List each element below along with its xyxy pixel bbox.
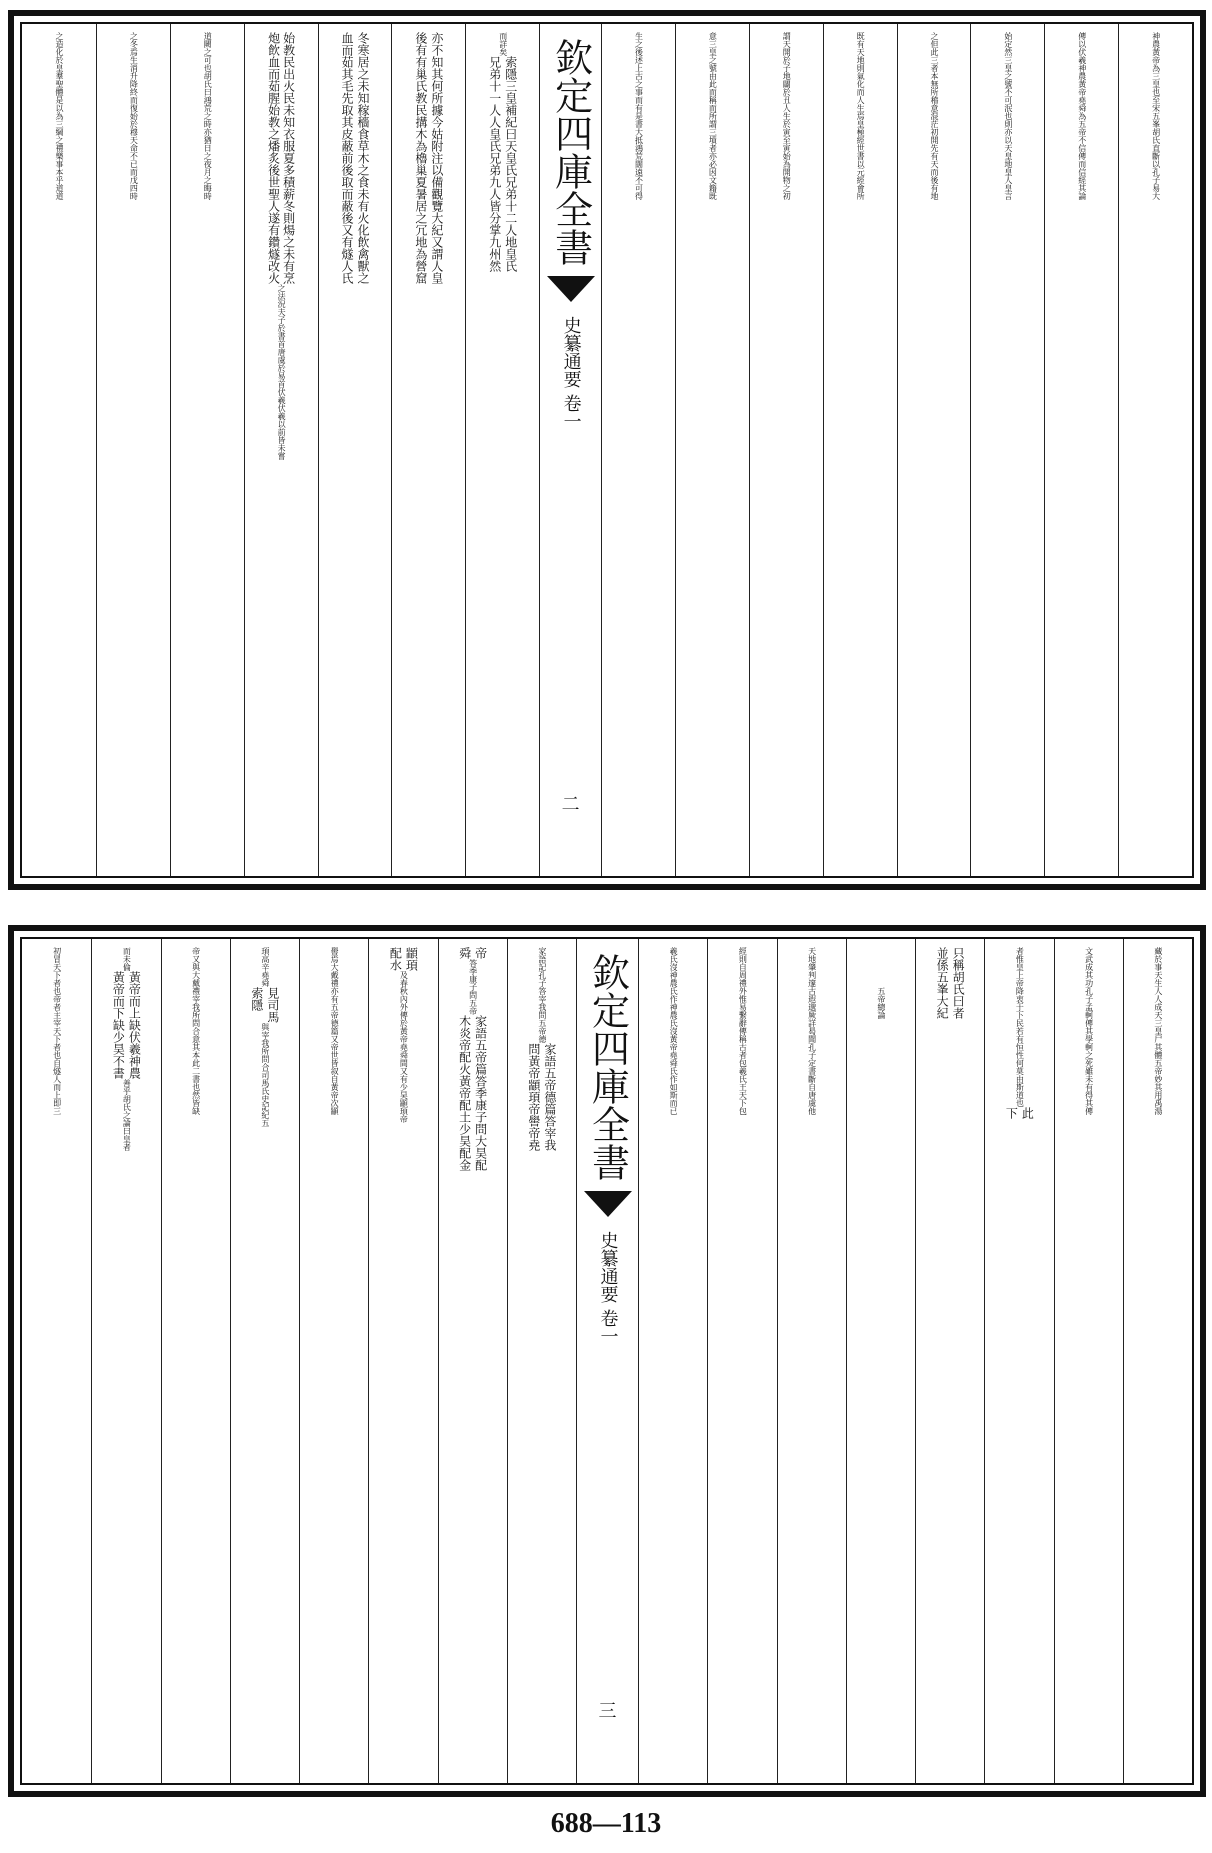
note-line: 此 — [1020, 1107, 1035, 1119]
text-column — [244, 24, 318, 876]
text-column — [638, 939, 707, 1783]
column-content — [268, 32, 295, 876]
fold-subtitle-right: 史纂通要 — [597, 1231, 619, 1303]
main-text: 及春秋內外傳於黃帝堯舜間又有少昊顓頊帝 — [399, 971, 409, 1123]
text-column — [465, 24, 539, 876]
main-text: 經則自周禮外惟易繫辭傳稱古者包羲氏王天下包 — [738, 947, 748, 1115]
main-text: 之但此三者本無所稽意混茫初開先有天而後有地 — [929, 32, 939, 200]
column-content — [192, 947, 200, 1783]
main-text: 初冒天下者也帝者主宰天下者也自燧人而上即三 — [52, 947, 62, 1115]
text-column — [391, 24, 465, 876]
page-number-footer: 688—113 — [550, 1808, 662, 1839]
interlinear-note — [415, 32, 443, 284]
note-line: 炮飲血而茹腥始教之燔炙後世聖人遂有鑽燧改火 — [266, 32, 281, 284]
column-content — [330, 947, 338, 1783]
column-content — [1005, 947, 1033, 1783]
main-text: 始定然三皇之號不可泯也則亦以天皇地皇人皇言 — [1003, 32, 1013, 200]
column-content — [251, 947, 279, 1783]
main-text: 天地肇判邃古遐邈厥詳曷聞孔子定書斷自唐虞他 — [807, 947, 817, 1115]
interlinear-note — [528, 1043, 556, 1151]
text-column — [22, 939, 91, 1783]
column-content — [415, 32, 443, 876]
note-line: 木炎帝配火黃帝配土少昊配金 — [457, 1015, 472, 1171]
main-text: 既有天地則氣化而人生焉皇極經世書以元經會所 — [856, 32, 866, 200]
column-content — [808, 947, 816, 1783]
fold-page-number: 三 — [598, 1701, 617, 1722]
note-line: 後有有巢氏教民搆木為櫓巢夏暑居之冗地為營窟 — [413, 32, 428, 284]
text-column — [970, 24, 1044, 876]
column-content — [635, 32, 643, 876]
text-column — [318, 24, 392, 876]
column-content — [936, 947, 964, 1783]
text-column — [507, 939, 576, 1783]
note-line: 下 — [1004, 1107, 1019, 1119]
main-text: 羲氏沒神農氏作神農氏沒黃帝堯舜氏作如斯而已 — [669, 947, 679, 1115]
column-content — [55, 32, 63, 876]
top-page-frame — [8, 10, 1206, 890]
head-note — [268, 32, 295, 284]
column-content — [528, 947, 556, 1783]
bottom-page-frame — [8, 925, 1206, 1797]
main-text: 之法況夫子於書首唐虞於易首伏羲伏羲以前皆未嘗 — [277, 284, 287, 460]
main-text-continued: 與宰我所問合司馬氏史記紀五 — [260, 1023, 270, 1127]
main-text: 家語記孔子答宰我問五帝德 — [537, 947, 547, 1043]
text-column — [1123, 939, 1192, 1783]
text-column — [91, 939, 160, 1783]
fishtail-mark — [547, 276, 595, 302]
note-line: 配水 — [388, 947, 403, 971]
book-title: 欽定四庫全書 — [548, 38, 593, 266]
column-content — [669, 947, 677, 1783]
interlinear-note — [251, 987, 279, 1023]
main-text: 謂天開於子地闢於丑人生於寅至寅始為開物之初 — [782, 32, 792, 200]
column-content — [856, 32, 864, 876]
note-line: 問黃帝顓頊帝嚳帝堯 — [526, 1043, 541, 1151]
text-column — [230, 939, 299, 1783]
column-content — [930, 32, 938, 876]
interlinear-note — [341, 32, 369, 284]
main-text: 意三皇之號由此而稱而所謂三墳者亦必因文籍既 — [708, 32, 718, 200]
main-text: 之造化於皇羣聖體是以為三綱之禮樂事本乎道道 — [55, 32, 65, 200]
note-line: 只稱胡氏曰者 — [951, 947, 966, 1019]
text-column — [675, 24, 749, 876]
fold-subtitle-left: 卷一 — [597, 1309, 619, 1345]
column-content — [1152, 32, 1160, 876]
column-content — [459, 947, 487, 1783]
text-column — [777, 939, 846, 1783]
note-line: 索隱三皇補紀曰天皇氏兄弟十二人地皇氏 — [503, 56, 518, 272]
note-line: 見司馬 — [265, 987, 280, 1023]
column-content — [1154, 947, 1162, 1783]
column-content — [782, 32, 790, 876]
column-content — [489, 32, 517, 876]
fold-page-number: 二 — [561, 794, 580, 815]
main-text: 生之後述上古之事而有是書大抵鴻荒闊遠不可得 — [634, 32, 644, 200]
text-column — [823, 24, 897, 876]
main-text: 道闕之可也胡氏曰鴻荒之時亦猶日之夜月之晦時 — [203, 32, 213, 200]
column-content — [203, 32, 211, 876]
column-content — [738, 947, 746, 1783]
interlinear-note — [489, 56, 517, 272]
top-page-columns — [20, 22, 1194, 878]
text-column — [707, 939, 776, 1783]
main-text-continued: 善乎胡氏之論曰皇者 — [122, 1079, 132, 1151]
column-content — [341, 32, 369, 876]
section-heading: 五帝總論 — [876, 987, 886, 1019]
main-text: 而未倫 — [122, 947, 132, 971]
main-text: 傳以伏羲神農黃帝堯舜為五帝不信傳而信經其論 — [1077, 32, 1087, 200]
text-column — [22, 24, 96, 876]
note-line: 黃帝而下缺少昊不書 — [111, 971, 126, 1079]
column-content — [877, 947, 885, 1783]
main-text: 帝又與大戴禮宰我所問合意其本此二書也然皆缺 — [191, 947, 201, 1115]
main-text: 答季康子問五帝 — [468, 959, 478, 1015]
note-line: 兄弟十一人人皇氏兄弟九人皆分掌九州然 — [487, 56, 502, 272]
main-text: 而詳矣 — [498, 32, 508, 56]
column-content — [1085, 947, 1093, 1783]
fold-center — [539, 24, 601, 876]
text-column — [1044, 24, 1118, 876]
text-column — [170, 24, 244, 876]
note-line: 血而茹其毛先取其皮蔽前後取而蔽後又有燧人氏 — [339, 32, 354, 284]
interlinear-note — [389, 947, 417, 971]
fishtail-mark — [584, 1191, 632, 1217]
fold-subtitle — [599, 1231, 617, 1345]
note-line: 舜 — [457, 947, 472, 959]
text-column — [846, 939, 915, 1783]
fold-subtitle — [562, 316, 580, 430]
text-column — [161, 939, 230, 1783]
text-column — [749, 24, 823, 876]
note-line: 帝 — [473, 947, 488, 959]
main-text: 嚳焉大戴禮亦有五帝德篇又帝世皆叙自黃帝次顓 — [330, 947, 340, 1115]
fold-center — [576, 939, 638, 1783]
note-line: 顓頊 — [404, 947, 419, 971]
note-line: 索隱 — [249, 987, 264, 1011]
column-content — [112, 947, 140, 1783]
text-column — [915, 939, 984, 1783]
text-column — [438, 939, 507, 1783]
text-column — [299, 939, 368, 1783]
column-content — [129, 32, 137, 876]
note-line: 並係五峯大紀 — [935, 947, 950, 1019]
main-text: 文武成其功孔子孟軻傳其學軻之死雖未有得其傳 — [1084, 947, 1094, 1115]
text-column — [1054, 939, 1123, 1783]
fold-subtitle-left: 卷一 — [560, 394, 582, 430]
note-line: 冬寒居之未知稼穡食草木之食未有火化飲禽獸之 — [355, 32, 370, 284]
main-text: 之冬焉生消升降終而復始於穆天命不已而戊四時 — [129, 32, 139, 200]
column-content — [1004, 32, 1012, 876]
main-text: 頊高辛堯舜 — [260, 947, 270, 987]
note-line: 始教民出火民未知衣服夏多積薪冬則煬之未有烹 — [281, 32, 296, 284]
text-column — [1118, 24, 1192, 876]
column-content — [389, 947, 417, 1783]
bottom-page-columns — [20, 937, 1194, 1785]
text-column — [96, 24, 170, 876]
main-text: 神農黃帝為三皇也至宋五峯胡氏直斷以孔子易大 — [1151, 32, 1161, 200]
interlinear-note — [459, 1015, 487, 1171]
text-column — [897, 24, 971, 876]
book-title: 欽定四庫全書 — [585, 953, 630, 1181]
text-column — [601, 24, 675, 876]
main-text: 藏於事天生人人成天三皇尸其體五帝妙其用禹湯 — [1153, 947, 1163, 1115]
text-column — [984, 939, 1053, 1783]
note-line: 家語五帝篇答季康子問大昊配 — [473, 1015, 488, 1171]
column-content — [1078, 32, 1086, 876]
interlinear-note — [1005, 1107, 1033, 1119]
column-content — [53, 947, 61, 1783]
note-line: 亦不知其何所據今姑附注以備觀覽大紀又謂人皇 — [429, 32, 444, 284]
fold-subtitle-right: 史纂通要 — [560, 316, 582, 388]
note-line: 家語五帝德篇答宰我 — [542, 1043, 557, 1151]
column-content — [708, 32, 716, 876]
interlinear-note — [459, 947, 487, 959]
main-text: 者惟皇上帝降衷于下民若有恒性何莫由斯道也 — [1015, 947, 1025, 1107]
note-line: 黃帝而上缺伏羲神農 — [127, 971, 142, 1079]
interlinear-note — [112, 971, 140, 1079]
text-column — [368, 939, 437, 1783]
interlinear-note — [936, 947, 964, 1019]
